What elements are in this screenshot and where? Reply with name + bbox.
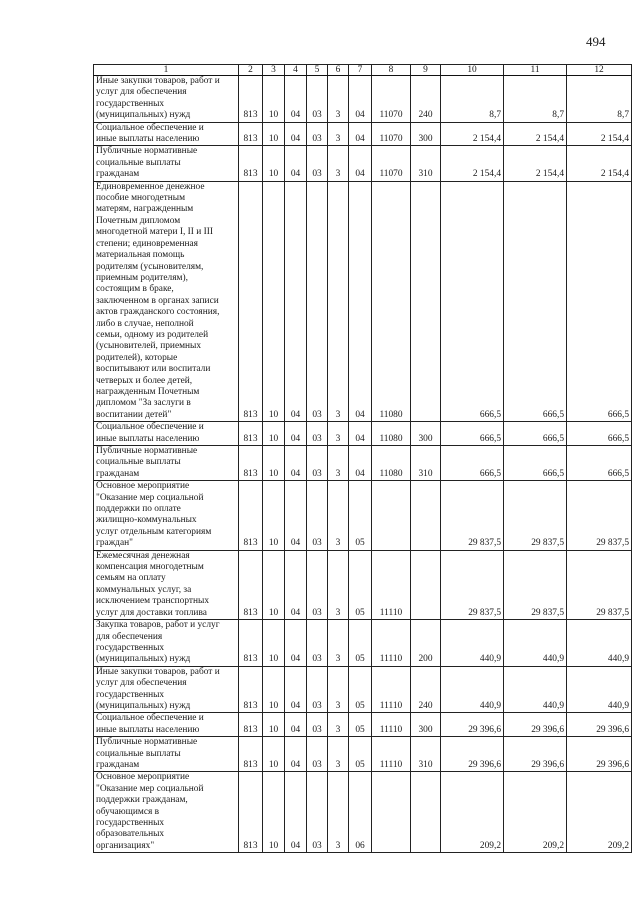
description-line: Публичные нормативные (96, 446, 198, 456)
amount-year1-cell: 8,7 (441, 76, 504, 123)
description-line: (муниципальных) нужд (96, 700, 191, 711)
amount-year1-cell: 29 837,5 (441, 550, 504, 619)
description-line: (муниципальных) нужд (96, 110, 191, 121)
row-description (94, 481, 239, 550)
code-cell: 813 (239, 737, 263, 772)
description-line: пособие многодетным (96, 193, 186, 204)
section-cell: 10 (263, 122, 285, 146)
program-cell: 03 (307, 550, 328, 619)
direction-cell: 11110 (372, 666, 411, 713)
table-row (94, 772, 632, 853)
row-description (94, 122, 239, 146)
direction-cell: 11070 (372, 146, 411, 181)
expense-type-cell (411, 772, 441, 853)
description-line: услуг для обеспечения (96, 87, 187, 98)
expense-type-cell (411, 481, 441, 550)
section-cell: 10 (263, 713, 285, 737)
program-cell: 03 (307, 713, 328, 737)
description-line: Почетным дипломом (96, 215, 181, 226)
measure-cell: 04 (349, 146, 372, 181)
amount-year2-cell: 440,9 (504, 620, 567, 667)
description-line: состоящим в браке, (96, 284, 174, 295)
description-line: иные выплаты населению (96, 433, 200, 444)
col-3-header: 3 (263, 65, 285, 76)
program-cell: 03 (307, 422, 328, 446)
description-line: поддержки гражданам, (96, 795, 188, 806)
description-line: услуг для доставки топлива (96, 607, 207, 618)
description-line: гражданам (96, 468, 140, 479)
description-line: жилищно-коммунальных (96, 515, 197, 526)
section-cell: 10 (263, 737, 285, 772)
table-row (94, 181, 632, 422)
subprogram-cell: 3 (328, 713, 349, 737)
amount-year1-cell: 666,5 (441, 181, 504, 422)
amount-year1-cell: 209,2 (441, 772, 504, 853)
measure-cell: 06 (349, 772, 372, 853)
program-cell: 03 (307, 481, 328, 550)
section-cell: 10 (263, 181, 285, 422)
description-line: образовательных (96, 829, 165, 840)
amount-year1-cell: 2 154,4 (441, 146, 504, 181)
direction-cell: 11080 (372, 181, 411, 422)
description-line: государственных (96, 98, 165, 109)
amount-year2-cell: 666,5 (504, 446, 567, 481)
amount-year2-cell: 2 154,4 (504, 146, 567, 181)
measure-cell: 05 (349, 550, 372, 619)
row-description (94, 713, 239, 737)
amount-year3-cell: 440,9 (567, 620, 632, 667)
expense-type-cell: 300 (411, 122, 441, 146)
measure-cell: 05 (349, 620, 372, 667)
subsection-cell: 04 (285, 146, 307, 181)
section-cell: 10 (263, 422, 285, 446)
code-cell: 813 (239, 122, 263, 146)
program-cell: 03 (307, 620, 328, 667)
amount-year3-cell: 2 154,4 (567, 146, 632, 181)
table-row (94, 666, 632, 713)
description-line: Основное мероприятие (96, 481, 190, 492)
direction-cell: 11080 (372, 446, 411, 481)
code-cell: 813 (239, 666, 263, 713)
description-line: дипломом "За заслуги в (96, 398, 191, 409)
col-11-header: 11 (504, 65, 567, 76)
amount-year3-cell: 29 837,5 (567, 550, 632, 619)
description-line: Иные закупки товаров, работ и (96, 76, 220, 86)
program-cell: 03 (307, 737, 328, 772)
subsection-cell: 04 (285, 122, 307, 146)
amount-year1-cell: 666,5 (441, 422, 504, 446)
table-row (94, 146, 632, 181)
section-cell: 10 (263, 620, 285, 667)
program-cell: 03 (307, 772, 328, 853)
subsection-cell: 04 (285, 550, 307, 619)
row-description (94, 146, 239, 181)
amount-year1-cell: 29 396,6 (441, 713, 504, 737)
code-cell: 813 (239, 446, 263, 481)
description-line: Закупка товаров, работ и услуг (96, 620, 220, 631)
section-cell: 10 (263, 550, 285, 619)
code-cell: 813 (239, 620, 263, 667)
col-5-header: 5 (307, 65, 328, 76)
subsection-cell: 04 (285, 666, 307, 713)
section-cell: 10 (263, 76, 285, 123)
table-row (94, 550, 632, 619)
description-line: граждан" (96, 538, 133, 549)
budget-table (93, 64, 632, 853)
description-line: компенсация многодетным (96, 562, 204, 573)
code-cell: 813 (239, 481, 263, 550)
table-row (94, 446, 632, 481)
measure-cell: 05 (349, 481, 372, 550)
description-line: родителей), которые (96, 352, 178, 363)
amount-year3-cell: 209,2 (567, 772, 632, 853)
row-description (94, 620, 239, 667)
program-cell: 03 (307, 446, 328, 481)
description-line: семьи, одному из родителей (96, 329, 209, 340)
amount-year2-cell: 29 396,6 (504, 713, 567, 737)
description-line: либо в случае, неполной (96, 318, 194, 329)
description-line: Иные закупки товаров, работ и (96, 666, 220, 677)
col-12-header: 12 (567, 65, 632, 76)
direction-cell: 11070 (372, 122, 411, 146)
code-cell: 813 (239, 181, 263, 422)
description-line: матерям, награжденным (96, 204, 194, 215)
subprogram-cell: 3 (328, 122, 349, 146)
section-cell: 10 (263, 772, 285, 853)
subsection-cell: 04 (285, 772, 307, 853)
description-line: исключением транспортных (96, 596, 210, 607)
direction-cell: 11110 (372, 550, 411, 619)
row-description (94, 737, 239, 772)
description-line: "Оказание мер социальной (96, 492, 204, 503)
description-line: социальные выплаты (96, 748, 181, 759)
col-2-header: 2 (239, 65, 263, 76)
description-line: услуг отдельным категориям (96, 526, 212, 537)
description-line: семьям на оплату (96, 573, 166, 584)
amount-year2-cell: 8,7 (504, 76, 567, 123)
subsection-cell: 04 (285, 181, 307, 422)
amount-year1-cell: 29 396,6 (441, 737, 504, 772)
row-description (94, 772, 239, 853)
description-line: (муниципальных) нужд (96, 654, 191, 665)
program-cell: 03 (307, 181, 328, 422)
subprogram-cell: 3 (328, 422, 349, 446)
description-line: Социальное обеспечение и (96, 122, 204, 133)
description-line: гражданам (96, 169, 140, 180)
description-line: Основное мероприятие (96, 772, 190, 783)
subsection-cell: 04 (285, 737, 307, 772)
subprogram-cell: 3 (328, 772, 349, 853)
description-line: приемным родителям), (96, 272, 188, 283)
amount-year2-cell: 666,5 (504, 422, 567, 446)
subsection-cell: 04 (285, 446, 307, 481)
program-cell: 03 (307, 146, 328, 181)
table-row (94, 713, 632, 737)
row-description (94, 666, 239, 713)
description-line: социальные выплаты (96, 457, 181, 468)
description-line: коммунальных услуг, за (96, 584, 192, 595)
direction-cell: 11110 (372, 713, 411, 737)
description-line: государственных (96, 818, 165, 828)
row-description (94, 76, 239, 123)
description-line: Ежемесячная денежная (96, 550, 190, 561)
subprogram-cell: 3 (328, 76, 349, 123)
subprogram-cell: 3 (328, 550, 349, 619)
direction-cell (372, 481, 411, 550)
expense-type-cell: 240 (411, 666, 441, 713)
subsection-cell: 04 (285, 76, 307, 123)
description-line: воспитании детей" (96, 409, 172, 420)
col-9-header: 9 (411, 65, 441, 76)
table-body (94, 76, 632, 853)
measure-cell: 05 (349, 713, 372, 737)
amount-year2-cell: 209,2 (504, 772, 567, 853)
col-10-header: 10 (441, 65, 504, 76)
amount-year3-cell: 666,5 (567, 446, 632, 481)
subprogram-cell: 3 (328, 737, 349, 772)
amount-year2-cell: 29 837,5 (504, 481, 567, 550)
description-line: награжденным Почетным (96, 386, 200, 397)
section-cell: 10 (263, 481, 285, 550)
code-cell: 813 (239, 713, 263, 737)
description-line: Социальное обеспечение и (96, 713, 204, 724)
subprogram-cell: 3 (328, 620, 349, 667)
description-line: Единовременное денежное (96, 181, 205, 192)
amount-year2-cell: 29 396,6 (504, 737, 567, 772)
expense-type-cell (411, 181, 441, 422)
table-row (94, 620, 632, 667)
description-line: "Оказание мер социальной (96, 783, 204, 794)
amount-year1-cell: 29 837,5 (441, 481, 504, 550)
description-line: материальная помощь (96, 250, 185, 261)
measure-cell: 04 (349, 76, 372, 123)
table-row (94, 122, 632, 146)
measure-cell: 05 (349, 737, 372, 772)
program-cell: 03 (307, 666, 328, 713)
measure-cell: 04 (349, 446, 372, 481)
table-row (94, 76, 632, 123)
description-line: государственных (96, 642, 165, 653)
row-description (94, 446, 239, 481)
code-cell: 813 (239, 146, 263, 181)
amount-year3-cell: 29 837,5 (567, 481, 632, 550)
table-row (94, 737, 632, 772)
description-line: четверых и более детей, (96, 375, 193, 386)
col-1-header: 1 (94, 65, 239, 76)
subprogram-cell: 3 (328, 666, 349, 713)
row-description (94, 550, 239, 619)
col-8-header: 8 (372, 65, 411, 76)
amount-year3-cell: 8,7 (567, 76, 632, 123)
direction-cell: 11070 (372, 76, 411, 123)
expense-type-cell: 310 (411, 446, 441, 481)
code-cell: 813 (239, 550, 263, 619)
subsection-cell: 04 (285, 620, 307, 667)
measure-cell: 05 (349, 666, 372, 713)
code-cell: 813 (239, 422, 263, 446)
subsection-cell: 04 (285, 713, 307, 737)
description-line: услуг для обеспечения (96, 678, 187, 689)
section-cell: 10 (263, 146, 285, 181)
expense-type-cell: 310 (411, 737, 441, 772)
expense-type-cell: 310 (411, 146, 441, 181)
description-line: Публичные нормативные (96, 146, 198, 157)
amount-year2-cell: 440,9 (504, 666, 567, 713)
amount-year3-cell: 29 396,6 (567, 713, 632, 737)
amount-year3-cell: 440,9 (567, 666, 632, 713)
amount-year2-cell: 666,5 (504, 181, 567, 422)
description-line: иные выплаты населению (96, 134, 200, 145)
subprogram-cell: 3 (328, 181, 349, 422)
subprogram-cell: 3 (328, 446, 349, 481)
subprogram-cell: 3 (328, 481, 349, 550)
col-4-header: 4 (285, 65, 307, 76)
col-7-header: 7 (349, 65, 372, 76)
direction-cell: 11080 (372, 422, 411, 446)
subsection-cell: 04 (285, 481, 307, 550)
table-row (94, 481, 632, 550)
description-line: многодетной матери I, II и III (96, 227, 213, 238)
program-cell: 03 (307, 122, 328, 146)
amount-year2-cell: 29 837,5 (504, 550, 567, 619)
description-line: социальные выплаты (96, 157, 181, 168)
row-description (94, 181, 239, 422)
direction-cell (372, 772, 411, 853)
amount-year3-cell: 666,5 (567, 181, 632, 422)
expense-type-cell (411, 550, 441, 619)
description-line: заключенном в органах записи (96, 295, 219, 306)
amount-year1-cell: 666,5 (441, 446, 504, 481)
description-line: (усыновителей, приемных (96, 341, 202, 352)
direction-cell: 11110 (372, 620, 411, 667)
expense-type-cell: 200 (411, 620, 441, 667)
description-line: гражданам (96, 759, 140, 770)
expense-type-cell: 300 (411, 422, 441, 446)
col-6-header: 6 (328, 65, 349, 76)
description-line: иные выплаты населению (96, 724, 200, 735)
amount-year3-cell: 2 154,4 (567, 122, 632, 146)
measure-cell: 04 (349, 181, 372, 422)
row-description (94, 422, 239, 446)
description-line: степени; единовременная (96, 238, 198, 249)
subsection-cell: 04 (285, 422, 307, 446)
table-row (94, 422, 632, 446)
page-number: 494 (586, 34, 606, 49)
header-row (94, 65, 632, 76)
direction-cell: 11110 (372, 737, 411, 772)
subprogram-cell: 3 (328, 146, 349, 181)
amount-year3-cell: 666,5 (567, 422, 632, 446)
description-line: Социальное обеспечение и (96, 422, 204, 433)
amount-year1-cell: 440,9 (441, 666, 504, 713)
amount-year1-cell: 2 154,4 (441, 122, 504, 146)
description-line: воспитывают или воспитали (96, 364, 211, 375)
amount-year1-cell: 440,9 (441, 620, 504, 667)
description-line: актов гражданского состояния, (96, 307, 220, 318)
description-line: организациях" (96, 840, 155, 851)
description-line: для обеспечения (96, 631, 163, 642)
expense-type-cell: 240 (411, 76, 441, 123)
code-cell: 813 (239, 76, 263, 123)
description-line: родителям (усыновителям, (96, 261, 204, 272)
description-line: поддержки по оплате (96, 504, 181, 515)
description-line: Публичные нормативные (96, 737, 198, 748)
section-cell: 10 (263, 446, 285, 481)
expense-type-cell: 300 (411, 713, 441, 737)
table-header (94, 65, 632, 76)
code-cell: 813 (239, 772, 263, 853)
amount-year2-cell: 2 154,4 (504, 122, 567, 146)
amount-year3-cell: 29 396,6 (567, 737, 632, 772)
measure-cell: 04 (349, 122, 372, 146)
description-line: государственных (96, 689, 165, 700)
description-line: обучающимся в (96, 806, 160, 817)
measure-cell: 04 (349, 422, 372, 446)
section-cell: 10 (263, 666, 285, 713)
program-cell: 03 (307, 76, 328, 123)
